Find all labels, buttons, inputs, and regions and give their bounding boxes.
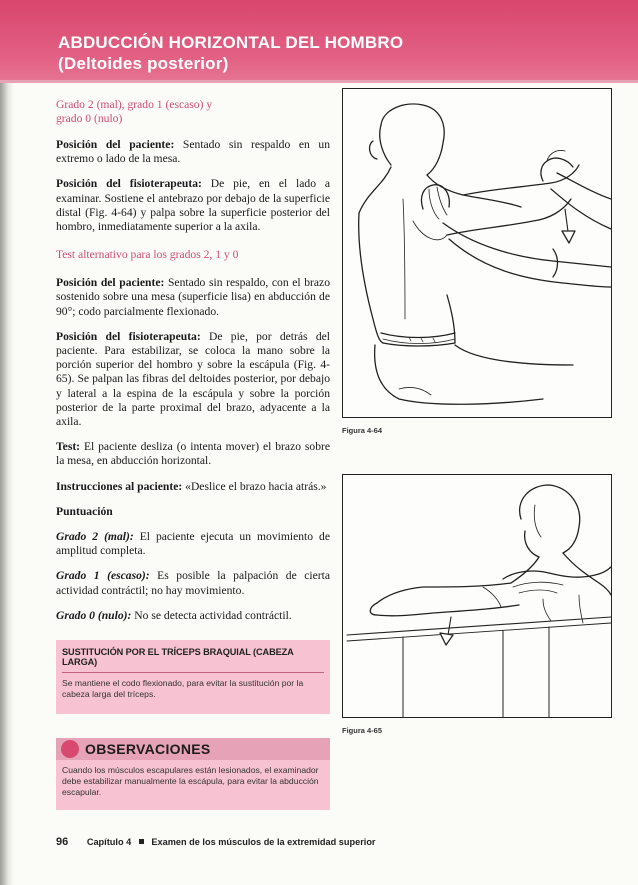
figure-4-65-caption: Figura 4-65 xyxy=(342,726,383,735)
grade2-text: El paciente ejecuta un movimiento de amplitud completa. xyxy=(56,530,330,558)
observations-box xyxy=(56,738,330,810)
grade1-paragraph xyxy=(56,569,330,597)
page-gutter-shadow xyxy=(0,0,14,885)
therapist-position-text: De pie, en el lado a examinar. Sostiene el antebrazo por debajo de la superficie distal (Fig. 4-64) y palpa sobre la superficie posterior del hombro, inmediatamente superior a la axila. xyxy=(56,177,330,234)
instructions-text: «Deslice el brazo hacia atrás.» xyxy=(185,479,327,493)
patient-position-text: Sentado sin respaldo en un extremo o lado de la mesa. xyxy=(56,138,330,166)
patient-position-paragraph xyxy=(56,138,330,166)
figure-4-64-illustration xyxy=(343,89,611,417)
page-number: 96 xyxy=(56,836,69,848)
page-footer xyxy=(56,836,376,848)
substitution-title: SUSTITUCIÓN POR EL TRÍCEPS BRAQUIAL (CABEZA LARGA) xyxy=(62,647,294,667)
therapist-position-label: Posición del fisioterapeuta: xyxy=(56,177,202,191)
grade0-text: No se detecta actividad contráctil. xyxy=(134,608,292,622)
grades-heading-line1: Grado 2 (mal), grado 1 (escaso) y xyxy=(56,98,213,111)
test-paragraph xyxy=(56,440,330,468)
grade1-label: Grado 1 (escaso): xyxy=(56,569,150,583)
figure-4-65-illustration xyxy=(343,475,611,717)
main-text-column xyxy=(56,98,330,631)
footer-separator-icon xyxy=(139,839,144,844)
alt-therapist-position-label: Posición del fisioterapeuta: xyxy=(56,329,201,343)
patient-position-label: Posición del paciente: xyxy=(56,138,175,151)
substitution-divider xyxy=(62,672,324,673)
figure-4-65 xyxy=(342,474,612,718)
grade2-label: Grado 2 (mal): xyxy=(56,530,134,544)
scoring-heading xyxy=(56,505,330,519)
header-divider xyxy=(0,80,638,83)
grade2-paragraph xyxy=(56,530,330,558)
alt-therapist-position-text: De pie, por detrás del paciente. Para estabilizar, se coloca la mano sobre la porción superior del hombro y sobre la escápula (Fig. 4-65). Se palpan las fibras del deltoides posterior, por debajo y lateral a la espina de la escápula y sobre la porción posterior de la parte proximal del brazo, adyacente a la axila. xyxy=(56,329,330,429)
test-label: Test: xyxy=(56,440,81,454)
grades-heading-line2: grado 0 (nulo) xyxy=(56,112,123,125)
alt-patient-position-text: Sentado sin respaldo, con el brazo sostenido sobre una mesa (superficie lisa) en abducción de 90°; codo parcialmente flexionado. xyxy=(56,276,330,318)
figure-4-64 xyxy=(342,88,612,418)
observations-title: OBSERVACIONES xyxy=(85,741,211,757)
alt-patient-position-label: Posición del paciente: xyxy=(56,276,165,290)
chapter-header-band xyxy=(0,0,638,80)
observations-bullet-icon xyxy=(61,740,79,758)
substitution-box xyxy=(56,640,330,714)
substitution-text: Se mantiene el codo flexionado, para evitar la sustitución por la cabeza larga del tríceps. xyxy=(62,678,304,699)
observations-header xyxy=(56,738,330,760)
chapter-title: Examen de los músculos de la extremidad superior xyxy=(151,837,376,847)
alt-test-heading: Test alternativo para los grados 2, 1 y 0 xyxy=(56,248,239,262)
grade1-text: Es posible la palpación de cierta actividad contráctil; no hay movimiento. xyxy=(56,569,330,597)
therapist-position-paragraph xyxy=(56,177,330,234)
alt-therapist-position-paragraph xyxy=(56,330,330,429)
test-text: El paciente desliza (o intenta mover) el brazo sobre la mesa, en abducción horizontal. xyxy=(56,440,330,468)
grades-heading xyxy=(56,98,330,126)
instructions-paragraph xyxy=(56,480,330,494)
page-title xyxy=(58,32,403,74)
chapter-label: Capítulo 4 xyxy=(86,837,132,847)
page-title-main: ABDUCCIÓN HORIZONTAL DEL HOMBRO xyxy=(58,33,404,52)
observations-text: Cuando los músculos escapulares están lesionados, el examinador debe estabilizar manualmente la escápula, para evitar la abducción escapular. xyxy=(56,760,330,810)
page-title-sub: (Deltoides posterior) xyxy=(58,54,229,73)
scoring-label: Puntuación xyxy=(56,504,113,518)
alt-patient-position-paragraph xyxy=(56,276,330,319)
instructions-label: Instrucciones al paciente: xyxy=(56,479,183,493)
grade0-paragraph xyxy=(56,609,330,623)
figure-4-64-caption: Figura 4-64 xyxy=(342,426,383,435)
grade0-label: Grado 0 (nulo): xyxy=(56,608,132,622)
